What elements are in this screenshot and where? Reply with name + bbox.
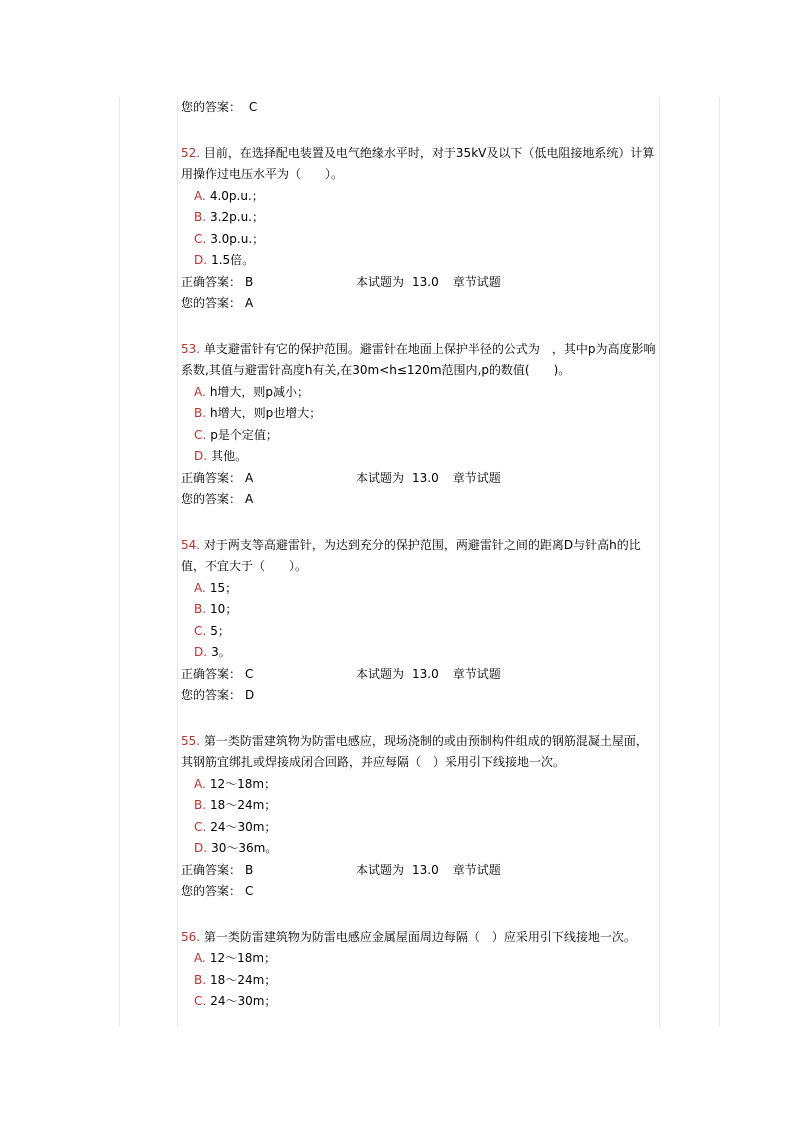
your-answer-row (181, 685, 659, 707)
score-label: 本试题为 (356, 470, 405, 485)
correct-answer-row (181, 468, 659, 490)
correct-answer-value: C (245, 666, 254, 681)
option-text: 4.0p.u.； (209, 188, 264, 203)
option-a (181, 948, 659, 970)
chapter-label: 章节试题 (452, 862, 501, 877)
option-text: 12～18m； (209, 951, 277, 965)
question-number: 54. (181, 537, 201, 552)
option-b (181, 403, 659, 425)
question-number: 52. (181, 145, 201, 160)
chapter-label: 章节试题 (452, 470, 501, 485)
your-answer-value: C (248, 100, 258, 114)
your-answer-label: 您的答案： (181, 296, 242, 310)
score-label: 本试题为 (356, 274, 405, 289)
option-text: 10； (210, 602, 238, 616)
option-letter: C. (194, 994, 207, 1008)
option-d (181, 446, 659, 468)
correct-answer-value: B (245, 862, 254, 877)
your-answer-value: D (245, 688, 255, 702)
option-letter: B. (194, 798, 207, 812)
your-answer-value: A (245, 492, 254, 506)
option-text: 15； (209, 580, 238, 595)
previous-your-answer (181, 97, 659, 119)
your-answer-row (181, 293, 659, 315)
option-text: h增大，则p减小； (209, 384, 310, 399)
option-text: 1.5倍。 (211, 253, 255, 267)
option-letter: D. (194, 645, 208, 659)
score-label: 本试题为 (356, 666, 405, 681)
option-d (181, 250, 659, 272)
question-body: 第一类防雷建筑物为防雷电感应，现场浇制的或由预制构件组成的钢筋混凝土屋面，其钢筋宜绑扎或焊接成闭合回路，并应每隔（ ）采用引下线接地一次。 (181, 733, 648, 769)
question-body: 第一类防雷建筑物为防雷电感应金属屋面周边每隔（ ）应采用引下线接地一次。 (203, 929, 636, 944)
option-letter: B. (194, 406, 207, 420)
your-answer-row (181, 489, 659, 511)
your-answer-label: 您的答案： (181, 100, 242, 114)
option-text: p是个定值； (210, 427, 278, 442)
correct-answer-row (181, 664, 659, 686)
option-letter: B. (194, 972, 207, 987)
question-text (181, 143, 659, 186)
question-text (181, 535, 659, 578)
question-text (181, 339, 659, 382)
correct-answer-value: A (245, 470, 254, 485)
option-letter: B. (194, 602, 207, 616)
your-answer-label: 您的答案： (181, 492, 242, 506)
question-54 (181, 535, 659, 707)
question-56 (181, 927, 659, 1013)
question-55 (181, 731, 659, 903)
your-answer-label: 您的答案： (181, 884, 242, 898)
option-letter: A. (194, 580, 206, 595)
question-body: 目前，在选择配电装置及电气绝缘水平时，对于35kV及以下（低电阻接地系统）计算用操作过电压水平为（ ）。 (181, 145, 655, 181)
option-a (181, 578, 659, 600)
your-answer-value: A (245, 296, 254, 310)
left-border-inner (177, 97, 178, 1027)
question-52 (181, 143, 659, 315)
option-d (181, 642, 659, 664)
option-c (181, 817, 659, 839)
option-c (181, 621, 659, 643)
option-text: 3.0p.u.； (210, 231, 265, 246)
option-text: 12～18m； (209, 776, 277, 791)
option-a (181, 382, 659, 404)
option-letter: B. (194, 210, 207, 224)
option-letter: D. (194, 253, 208, 267)
correct-answer-label: 正确答案： (181, 862, 242, 877)
option-letter: A. (194, 951, 206, 965)
score-value: 13.0 (412, 666, 439, 681)
your-answer-row (181, 881, 659, 903)
question-53 (181, 339, 659, 511)
question-number: 56. (181, 929, 201, 944)
chapter-label: 章节试题 (452, 666, 501, 681)
your-answer-label: 您的答案： (181, 688, 242, 702)
option-text: 24～30m； (210, 994, 277, 1008)
option-letter: A. (194, 384, 206, 399)
option-letter: C. (194, 427, 207, 442)
option-c (181, 425, 659, 447)
option-letter: A. (194, 776, 206, 791)
option-text: 3。 (211, 645, 231, 659)
quiz-results (181, 97, 659, 1013)
question-text (181, 927, 659, 949)
option-text: h增大，则p也增大； (210, 406, 322, 420)
question-text (181, 731, 659, 774)
option-b (181, 970, 659, 992)
left-border-outer (119, 97, 120, 1027)
correct-answer-label: 正确答案： (181, 666, 242, 681)
option-letter: D. (194, 841, 208, 855)
score-value: 13.0 (412, 862, 439, 877)
option-letter: C. (194, 231, 207, 246)
option-text: 30～36m。 (211, 841, 278, 855)
option-d (181, 838, 659, 860)
question-number: 53. (181, 341, 201, 356)
option-text: 18～24m； (210, 798, 277, 812)
chapter-label: 章节试题 (452, 274, 501, 289)
option-text: 其他。 (211, 449, 248, 463)
correct-answer-value: B (245, 274, 254, 289)
correct-answer-row (181, 860, 659, 882)
your-answer-value: C (245, 884, 254, 898)
option-letter: C. (194, 623, 207, 638)
option-a (181, 186, 659, 208)
right-border-outer (719, 97, 720, 1027)
option-c (181, 991, 659, 1013)
correct-answer-row (181, 272, 659, 294)
option-c (181, 229, 659, 251)
correct-answer-label: 正确答案： (181, 274, 242, 289)
score-label: 本试题为 (356, 862, 405, 877)
option-text: 3.2p.u.； (210, 210, 264, 224)
option-letter: A. (194, 188, 206, 203)
option-b (181, 207, 659, 229)
question-body: 对于两支等高避雷针，为达到充分的保护范围，两避雷针之间的距离D与针高h的比值，不宜大于（ ）。 (181, 537, 641, 573)
option-text: 18～24m； (210, 972, 277, 987)
option-b (181, 599, 659, 621)
score-value: 13.0 (412, 470, 439, 485)
score-value: 13.0 (412, 274, 439, 289)
right-border-inner (659, 97, 660, 1027)
option-letter: D. (194, 449, 208, 463)
option-a (181, 774, 659, 796)
option-b (181, 795, 659, 817)
option-text: 24～30m； (210, 819, 277, 834)
question-number: 55. (181, 733, 201, 748)
option-letter: C. (194, 819, 207, 834)
correct-answer-label: 正确答案： (181, 470, 242, 485)
option-text: 5； (210, 623, 230, 638)
question-body: 单支避雷针有它的保护范围。避雷针在地面上保护半径的公式为 ，其中p为高度影响系数,其值与避雷针高度h有关,在30m<h≤120m范围内,p的数值( )。 (181, 341, 656, 377)
